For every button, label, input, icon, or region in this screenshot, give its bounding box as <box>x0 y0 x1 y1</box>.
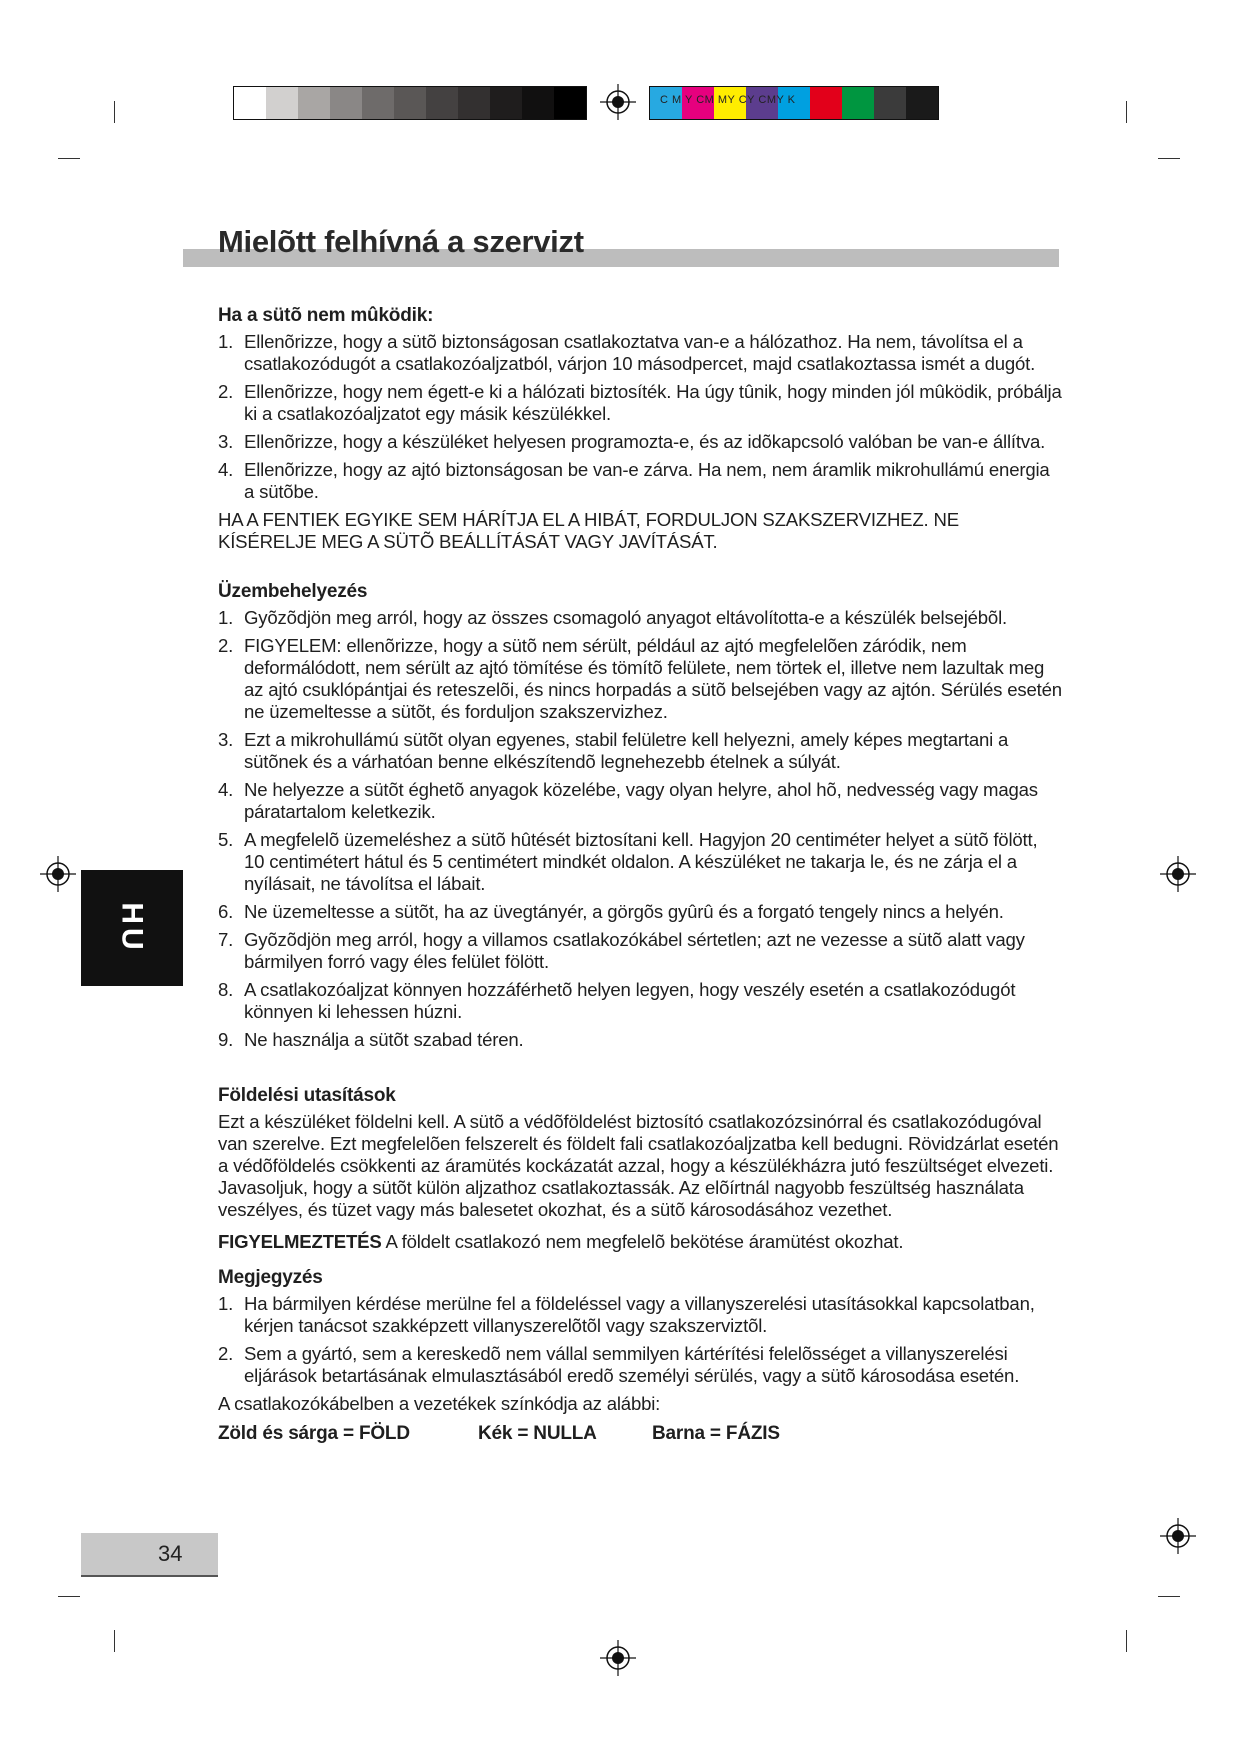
color-swatch <box>874 87 906 119</box>
crop-mark <box>1158 158 1180 159</box>
list-item: 3. Ellenõrizze, hogy a készüléket helyesen programozta-e, és az idõkapcsoló valóban be van-e állítva. <box>218 431 1046 452</box>
wire-code-earth: Zöld és sárga = FÖLD <box>218 1423 410 1444</box>
list-item: 9. Ne használja a sütõt szabad téren. <box>218 1029 524 1050</box>
list-item: 1. Ha bármilyen kérdése merülne fel a földeléssel vagy a villanyszerelési utasításokkal kapcsolatban, kérjen tanácsot szakképzett villanyszerelõtõl vagy szakszerviztõl. <box>218 1293 1035 1336</box>
crop-mark <box>114 101 115 123</box>
warning-label: FIGYELMEZTETÉS <box>218 1231 382 1252</box>
list-item: 2. Sem a gyártó, sem a kereskedõ nem vállal semmilyen kártérítési felelõsséget a villanyszerelési eljárások betartásának elmulasztásából eredõ személyi sérülés, vagy a sütõ károsodása esetén. <box>218 1343 1020 1386</box>
section-heading: Ha a sütõ nem mûködik: <box>218 305 434 326</box>
list-item: 4. Ellenõrizze, hogy az ajtó biztonságosan be van-e zárva. Ha nem, nem áramlik mikrohullámú energia a sütõbe. <box>218 459 1050 502</box>
warning-line <box>218 1231 1062 1253</box>
grayscale-calibration-bar <box>233 86 587 120</box>
registration-mark-icon <box>600 84 636 120</box>
list-item: 6. Ne üzemeltesse a sütõt, ha az üvegtányér, a görgõs gyûrû és a forgató tengely nincs a helyén. <box>218 901 1004 922</box>
crop-mark <box>1158 1596 1180 1597</box>
color-swatch <box>362 87 394 119</box>
crop-mark <box>1126 101 1127 123</box>
cable-note: A csatlakozókábelben a vezetékek színkódja az alábbi: <box>218 1393 661 1414</box>
main-content <box>218 305 1062 1445</box>
list-item: 2. FIGYELEM: ellenõrizze, hogy a sütõ nem sérült, például az ajtó megfelelõen záródik, nem deformálódott, nem sérült az ajtó tömítése és tömítõ felülete, nem törtek el, illetve nem lazultak meg az ajtó csuklópántjai és reteszelõi, és nincs horpadás a sütõ belsejében vagy az ajtón. Sérülés esetén ne üzemeltesse a sütõt, és forduljon szakszervizhez. <box>218 635 1062 722</box>
section-heading: Megjegyzés <box>218 1267 323 1288</box>
page-number: 34 <box>158 1541 183 1566</box>
crop-mark <box>58 158 80 159</box>
list-item: 7. Gyõzõdjön meg arról, hogy a villamos csatlakozókábel sértetlen; azt ne vezesse a sütõ alatt vagy bármilyen forró vagy éles felület fölött. <box>218 929 1025 972</box>
color-swatch <box>266 87 298 119</box>
registration-mark-icon <box>1160 856 1196 892</box>
color-swatch <box>810 87 842 119</box>
page-number-box <box>81 1533 218 1577</box>
grounding-paragraph: Ezt a készüléket földelni kell. A sütõ a védõföldelést biztosító csatlakozózsinórral és csatlakozódugóval van szerelve. Ezt megfelelõen felszerelt és földelt fali csatlakozóaljzatba kell bedugni. Rövidzárlat esetén a védõföldelés csökkenti az áramütés kockázatát azzal, hogy a készülékházra jutó feszültséget elvezeti. Javasoljuk, hogy a sütõt külön aljzathoz csatlakoztassák. Az elõírtnál nagyobb feszültség használata veszélyes, és tüzet vagy más balesetet okozhat, és a sütõ károsodásához vezethet. <box>218 1111 1059 1220</box>
registration-mark-icon <box>600 1640 636 1676</box>
list-item: 4. Ne helyezze a sütõt éghetõ anyagok közelébe, vagy olyan helyre, ahol hõ, nedvesség vagy magas páratartalom keletkezik. <box>218 779 1038 822</box>
list-item: 1. Gyõzõdjön meg arról, hogy az összes csomagoló anyagot eltávolította-e a készülék belsejébõl. <box>218 607 1007 628</box>
color-swatch <box>426 87 458 119</box>
crop-mark <box>1126 1630 1127 1652</box>
color-swatch <box>330 87 362 119</box>
language-tab <box>81 870 183 986</box>
crop-mark <box>58 1596 80 1597</box>
color-swatch <box>234 87 266 119</box>
color-swatch <box>554 87 586 119</box>
list-item: 3. Ezt a mikrohullámú sütõt olyan egyenes, stabil felületre kell helyezni, amely képes megtartani a sütõnek és a várhatóan benne elkészítendõ legnehezebb ételnek a súlyát. <box>218 729 1009 772</box>
list-item: 2. Ellenõrizze, hogy nem égett-e ki a hálózati biztosíték. Ha úgy tûnik, hogy minden jól mûködik, próbálja ki a csatlakozóaljzatot egy másik készülékkel. <box>218 381 1062 424</box>
warning-text: A földelt csatlakozó nem megfelelõ bekötése áramütést okozhat. <box>381 1231 904 1252</box>
list-item: 8. A csatlakozóaljzat könnyen hozzáférhetõ helyen legyen, hogy veszély esetén a csatlakozódugót könnyen ki lehessen húzni. <box>218 979 1016 1022</box>
language-tab-label: HU <box>116 902 149 954</box>
notes-list <box>218 1293 1062 1387</box>
color-swatch <box>394 87 426 119</box>
color-swatch <box>490 87 522 119</box>
wire-code-live: Barna = FÁZIS <box>652 1423 780 1444</box>
registration-mark-icon <box>1160 1518 1196 1554</box>
registration-mark-icon <box>40 856 76 892</box>
wire-color-codes <box>218 1423 1062 1445</box>
list-item: 1. Ellenõrizze, hogy a sütõ biztonságosan csatlakoztatva van-e a hálózathoz. Ha nem, távolítsa el a csatlakozódugót a csatlakozóaljzatból, várjon 10 másodpercet, majd csatlakoztassa ismét a dugót. <box>218 331 1036 374</box>
crop-mark <box>114 1630 115 1652</box>
color-swatch <box>522 87 554 119</box>
color-swatch <box>298 87 330 119</box>
page-title: Mielõtt felhívná a szervizt <box>218 224 584 259</box>
wire-code-neutral: Kék = NULLA <box>478 1423 597 1444</box>
section-heading: Földelési utasítások <box>218 1085 396 1106</box>
color-swatch <box>906 87 938 119</box>
color-swatch <box>458 87 490 119</box>
service-note: HA A FENTIEK EGYIKE SEM HÁRÍTJA EL A HIBÁT, FORDULJON SZAKSZERVIZHEZ. NE KÍSÉRELJE MEG A SÜTÕ BEÁLLÍTÁSÁT VAGY JAVÍTÁSÁT. <box>218 509 959 552</box>
list-item: 5. A megfelelõ üzemeléshez a sütõ hûtését biztosítani kell. Hagyjon 20 centiméter helyet a sütõ fölött, 10 centimétert hátul és 5 centimétert mindkét oldalon. A készüléket ne takarja le, és ne zárja el a nyílásait, ne távolítsa el lábait. <box>218 829 1038 894</box>
troubleshooting-list <box>218 331 1062 503</box>
section-heading: Üzembehelyezés <box>218 581 368 602</box>
cmyk-label: C M Y CM MY CY CMY K <box>660 94 796 106</box>
installation-list <box>218 607 1062 1051</box>
color-swatch <box>842 87 874 119</box>
